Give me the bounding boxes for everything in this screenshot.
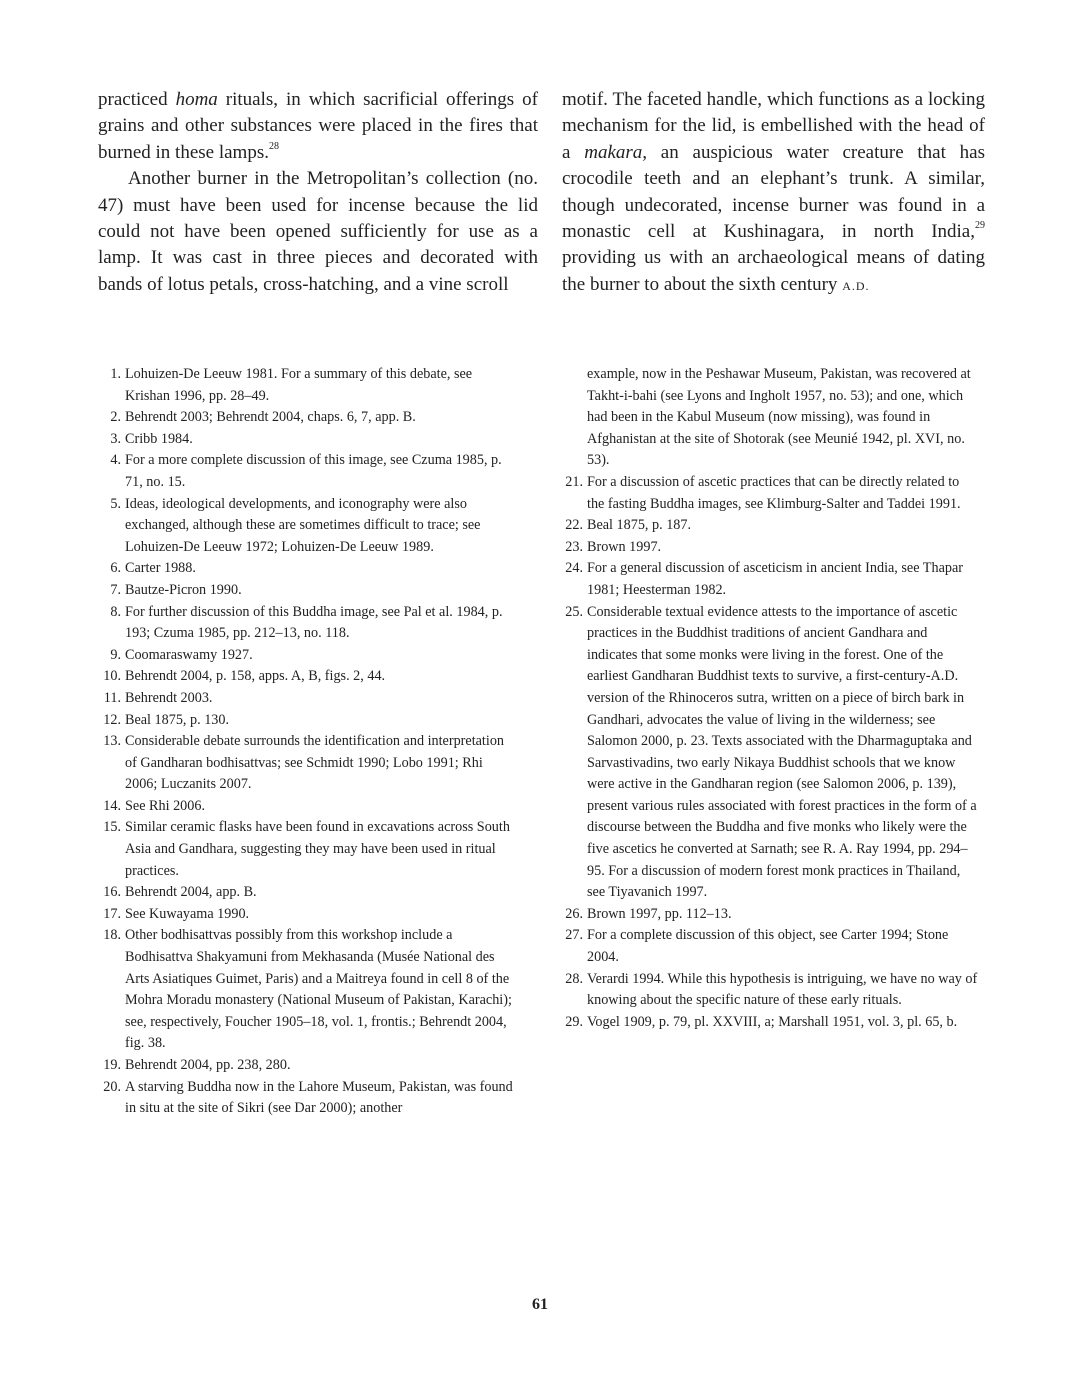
endnote-number: 22. (565, 517, 583, 534)
endnote-text: Behrendt 2004, pp. 238, 280. (125, 1057, 291, 1073)
endnote-number: 11. (103, 689, 121, 706)
endnote-text: For a complete discussion of this object, see Carter 1994; Stone 2004. (587, 927, 949, 966)
body-paragraph (562, 87, 985, 299)
endnote-number: 29. (565, 1013, 583, 1030)
endnote-text: Brown 1997. (587, 538, 662, 555)
endnote-number: 5. (110, 495, 121, 512)
endnote (98, 494, 518, 559)
endnote-text: Verardi 1994. While this hypothesis is intriguing, we have no way of knowing about the specific nature of these early rituals. (587, 970, 978, 1009)
endnote (98, 558, 518, 580)
endnote (98, 817, 518, 882)
endnote-text: Similar ceramic flasks have been found in excavations across South Asia and Gandhara, suggesting they may have been used in ritual practices. (125, 819, 510, 879)
endnote-text: Cribb 1984. (125, 430, 193, 447)
footnote-reference: 29 (975, 220, 985, 232)
endnote (98, 602, 518, 645)
endnote (560, 472, 980, 515)
endnote (560, 558, 980, 601)
endnote (560, 925, 980, 968)
endnote-text: Behrendt 2003; Behrendt 2004, chaps. 6, 7, app. B. (125, 409, 416, 426)
endnote-number: 9. (110, 646, 121, 663)
endnote-number: 12. (103, 711, 121, 728)
endnote (98, 429, 518, 451)
body-text-run: providing us with an archaeological means of dating the burner to about the sixth century (562, 247, 985, 295)
footnote-reference: 28 (268, 140, 279, 152)
endnote-text: For a general discussion of asceticism in ancient India, see Thapar 1981; Heesterman 1982. (587, 560, 963, 598)
body-paragraph: Another burner in the Metropolitan’s collection (no. 47) must have been used for incense because the lid could not have been opened sufficiently for use as a lamp. It was cast in three pieces and decorated with bands of lotus petals, cross-hatching, and a vine scroll (98, 168, 538, 295)
body-text-run: motif. The faceted handle, which functions as a locking mechanism for the lid, is embellished with the head of a (562, 89, 985, 163)
body-text-run: rituals, in which sacrificial offerings of grains and other substances were placed in the fires that burned in these lamps. (98, 89, 538, 163)
endnotes-list (560, 472, 980, 1033)
page-number: 61 (532, 1296, 548, 1313)
endnote-text: For a discussion of ascetic practices that can be directly related to the fasting Buddha images, see Klimburg-Salter and Taddei 1991. (587, 473, 961, 512)
endnote-number: 15. (103, 819, 121, 836)
endnote-number: 24. (565, 560, 583, 577)
endnote (98, 1077, 518, 1120)
endnote-text: Carter 1988. (125, 560, 196, 577)
endnote-text: Behrendt 2003. (125, 689, 213, 706)
endnote-text: Beal 1875, p. 187. (587, 517, 692, 534)
endnote-text: Considerable debate surrounds the identification and interpretation of Gandharan bodhisattvas; see Schmidt 1990; Lobo 1991; Rhi 2006; Luczanits 2007. (125, 733, 505, 793)
endnote-text: Bautze-Picron 1990. (125, 581, 242, 598)
endnote (560, 969, 980, 1012)
endnote (98, 796, 518, 818)
endnote-number: 25. (565, 603, 583, 620)
endnote-text: Coomaraswamy 1927. (125, 646, 253, 663)
endnote-number: 2. (110, 409, 121, 426)
endnote-number: 3. (110, 430, 121, 447)
notes-column-left (98, 364, 518, 1120)
endnote (98, 710, 518, 732)
endnote-continuation: example, now in the Peshawar Museum, Pakistan, was recovered at Takht-i-bahi (see Lyons and Ingholt 1957, no. 53); and one, which had been in the Kabul Museum (now missing), was found in Afghanistan at the site of Shotorak (see Meunié 1942, pl. XVI, no. 53). (587, 366, 971, 469)
endnote-number: 7. (110, 581, 121, 598)
endnote-number: 20. (103, 1078, 121, 1095)
endnote-text: Beal 1875, p. 130. (125, 711, 230, 728)
body-column-left (98, 87, 538, 298)
endnote (560, 904, 980, 926)
endnote-text: See Rhi 2006. (125, 797, 205, 814)
endnote-text: Vogel 1909, p. 79, pl. XXVIII, a; Marshall 1951, vol. 3, pl. 65, b. (587, 1013, 958, 1030)
endnote-number: 4. (110, 452, 121, 469)
endnote (98, 1055, 518, 1077)
endnote-text: For further discussion of this Buddha image, see Pal et al. 1984, p. 193; Czuma 1985, pp. 212–13, no. 118. (125, 603, 503, 642)
endnote (98, 407, 518, 429)
endnote-text: Behrendt 2004, p. 158, apps. A, B, figs. 2, 44. (125, 668, 386, 685)
endnote (98, 731, 518, 796)
endnote-number: 21. (565, 473, 583, 490)
endnote (560, 1012, 980, 1034)
endnote (98, 580, 518, 602)
endnote (560, 602, 980, 904)
italic-term: makara, (584, 141, 648, 163)
endnote-text: See Kuwayama 1990. (125, 905, 250, 922)
endnote (98, 666, 518, 688)
body-text-run: an auspicious water creature that has crocodile teeth and an elephant’s trunk. A similar, though undecorated, incense burner was found in a monastic cell at Kushinagara, in north India, (562, 141, 986, 243)
endnote-number: 27. (565, 927, 583, 944)
endnote-text: Brown 1997, pp. 112–13. (587, 905, 732, 922)
italic-term: homa (175, 89, 218, 110)
endnote (98, 904, 518, 926)
notes-column-right (560, 364, 980, 1033)
endnote-number: 28. (565, 970, 583, 987)
endnote-number: 14. (103, 797, 121, 814)
endnote-text: Lohuizen-De Leeuw 1981. For a summary of this debate, see Krishan 1996, pp. 28–49. (125, 366, 473, 404)
body-text-run: practiced (98, 89, 176, 110)
body-column-right (562, 87, 985, 299)
endnotes-list (98, 364, 518, 1120)
endnote-number: 19. (103, 1057, 121, 1073)
endnote-text: A starving Buddha now in the Lahore Museum, Pakistan, was found in situ at the site of Sikri (see Dar 2000); another (125, 1078, 513, 1117)
endnote-number: 10. (103, 668, 121, 685)
endnote (98, 688, 518, 710)
endnote-text: Behrendt 2004, app. B. (125, 884, 257, 901)
endnote-number: 1. (110, 366, 121, 382)
endnote-number: 16. (103, 884, 121, 901)
endnote-text: Other bodhisattvas possibly from this workshop include a Bodhisattva Shakyamuni from Mekhasanda (Musée National des Arts Asiatiques Guimet, Paris) and a Maitreya found in cell 8 of the Mohra Moradu monastery (National Museum of Pakistan, Karachi); see, respectively, Foucher 1905–18, vol. 1, frontis.; Behrendt 2004, fig. 38. (125, 927, 512, 1052)
body-paragraph (98, 87, 538, 166)
endnote-number: 8. (110, 603, 121, 620)
endnote-number: 26. (565, 905, 583, 922)
endnote-text: For a more complete discussion of this image, see Czuma 1985, p. 71, no. 15. (125, 452, 502, 490)
endnote (98, 925, 518, 1055)
endnote-number: 23. (565, 538, 583, 555)
era-abbreviation: A.D. (842, 278, 870, 293)
endnote-number: 13. (103, 733, 121, 750)
endnote-text: Ideas, ideological developments, and iconography were also exchanged, although these are sometimes difficult to trace; see Lohuizen-De Leeuw 1972; Lohuizen-De Leeuw 1989. (125, 495, 481, 555)
endnote (98, 882, 518, 904)
endnote (98, 645, 518, 667)
endnote-text: Considerable textual evidence attests to the importance of ascetic practices in the Buddhist traditions of ancient Gandhara and indicates that some monks were living in the forest. One of the earliest Gandharan Buddhist texts to survive, a first-century-A.D. version of the Rhinoceros sutra, written on a piece of birch bark in Gandhari, advocates the value of living in the wilderness; see Salomon 2000, p. 23. Texts associated with the Dharmaguptaka and Sarvastivadins, two early Nikaya Buddhist schools that we know were active in the Gandharan region (see Salomon 2006, p. 139), present various rules associated with forest practices in the form of a discourse between the Buddha and five monks who likely were the five ascetics he converted at Sarnath; see R. A. Ray 1994, pp. 294–95. For a discussion of modern forest monk practices in Thailand, see Tiyavanich 1997. (587, 603, 977, 901)
endnote-number: 6. (110, 560, 121, 577)
endnote-number: 18. (103, 927, 121, 944)
endnote (560, 515, 980, 537)
endnote-number: 17. (103, 905, 121, 922)
endnote (98, 364, 518, 407)
endnote (98, 450, 518, 493)
endnote (560, 537, 980, 559)
